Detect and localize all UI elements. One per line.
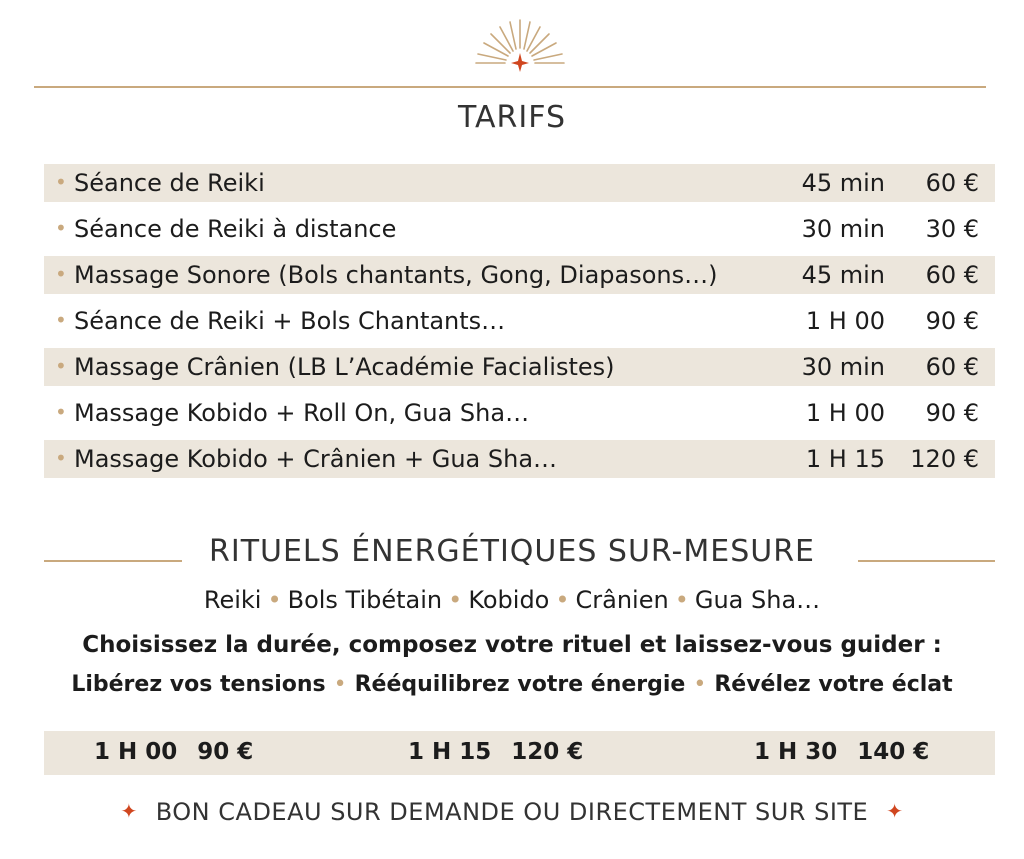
service-price: 60 € xyxy=(925,261,979,289)
duration-option xyxy=(754,739,929,765)
benefit-text: Libérez vos tensions xyxy=(71,672,326,697)
service-name: Séance de Reiki + Bols Chantants… xyxy=(74,307,506,335)
bullet-icon: • xyxy=(333,672,347,697)
technique-label: Gua Sha… xyxy=(694,586,821,614)
option-duration: 1 H 15 xyxy=(408,739,492,765)
table-row xyxy=(44,164,995,202)
service-price: 60 € xyxy=(925,353,979,381)
footer-text: BON CADEAU SUR DEMANDE OU DIRECTEMENT SUR SITE xyxy=(155,798,869,826)
sunburst-icon xyxy=(472,14,568,74)
service-duration: 1 H 00 xyxy=(805,399,885,427)
technique-label: Bols Tibétain xyxy=(287,586,443,614)
bullet-icon: • xyxy=(448,586,463,614)
bullet-icon: • xyxy=(674,586,689,614)
service-name: Séance de Reiki à distance xyxy=(74,215,397,243)
service-price: 60 € xyxy=(925,169,979,197)
service-name: Massage Kobido + Roll On, Gua Sha… xyxy=(74,399,530,427)
benefit-text: Révélez votre éclat xyxy=(714,672,953,697)
bullet-icon: • xyxy=(55,446,67,470)
four-point-star-icon: ✦ xyxy=(120,799,138,823)
service-duration: 30 min xyxy=(801,353,885,381)
service-duration: 1 H 00 xyxy=(805,307,885,335)
table-row xyxy=(44,302,995,340)
option-price: 90 € xyxy=(197,739,254,765)
service-duration: 1 H 15 xyxy=(805,445,885,473)
service-duration: 45 min xyxy=(801,169,885,197)
tarifs-table xyxy=(44,164,995,486)
duration-option xyxy=(94,739,253,765)
service-duration: 45 min xyxy=(801,261,885,289)
technique-label: Kobido xyxy=(468,586,550,614)
technique-label: Reiki xyxy=(203,586,262,614)
duration-options xyxy=(44,731,995,775)
service-name: Séance de Reiki xyxy=(74,169,265,197)
bullet-icon: • xyxy=(555,586,570,614)
page-title: TARIFS xyxy=(458,100,566,135)
option-duration: 1 H 00 xyxy=(94,739,178,765)
four-point-star-icon: ✦ xyxy=(886,799,904,823)
table-row xyxy=(44,440,995,478)
option-price: 140 € xyxy=(857,739,930,765)
option-duration: 1 H 30 xyxy=(754,739,838,765)
service-duration: 30 min xyxy=(801,215,885,243)
bullet-icon: • xyxy=(55,400,67,424)
bullet-icon: • xyxy=(267,586,282,614)
ritual-techniques xyxy=(0,586,1024,614)
service-name: Massage Kobido + Crânien + Gua Sha… xyxy=(74,445,558,473)
bullet-icon: • xyxy=(55,216,67,240)
table-row xyxy=(44,210,995,248)
benefit-text: Rééquilibrez votre énergie xyxy=(354,672,686,697)
service-price: 120 € xyxy=(910,445,979,473)
service-price: 90 € xyxy=(925,307,979,335)
duration-option xyxy=(408,739,583,765)
table-row xyxy=(44,256,995,294)
table-row xyxy=(44,394,995,432)
top-divider xyxy=(34,86,986,88)
gift-card-note xyxy=(0,798,1024,826)
bullet-icon: • xyxy=(55,170,67,194)
table-row xyxy=(44,348,995,386)
service-name: Massage Crânien (LB L’Académie Facialistes) xyxy=(74,353,615,381)
bullet-icon: • xyxy=(693,672,707,697)
ritual-intro: Choisissez la durée, composez votre rituel et laissez-vous guider : xyxy=(82,632,942,658)
bullet-icon: • xyxy=(55,308,67,332)
service-price: 90 € xyxy=(925,399,979,427)
bullet-icon: • xyxy=(55,262,67,286)
section-title: RITUELS ÉNERGÉTIQUES SUR-MESURE xyxy=(209,534,815,569)
bullet-icon: • xyxy=(55,354,67,378)
service-name: Massage Sonore (Bols chantants, Gong, Diapasons…) xyxy=(74,261,718,289)
option-price: 120 € xyxy=(511,739,584,765)
ritual-benefits xyxy=(0,672,1024,697)
technique-label: Crânien xyxy=(575,586,669,614)
service-price: 30 € xyxy=(925,215,979,243)
